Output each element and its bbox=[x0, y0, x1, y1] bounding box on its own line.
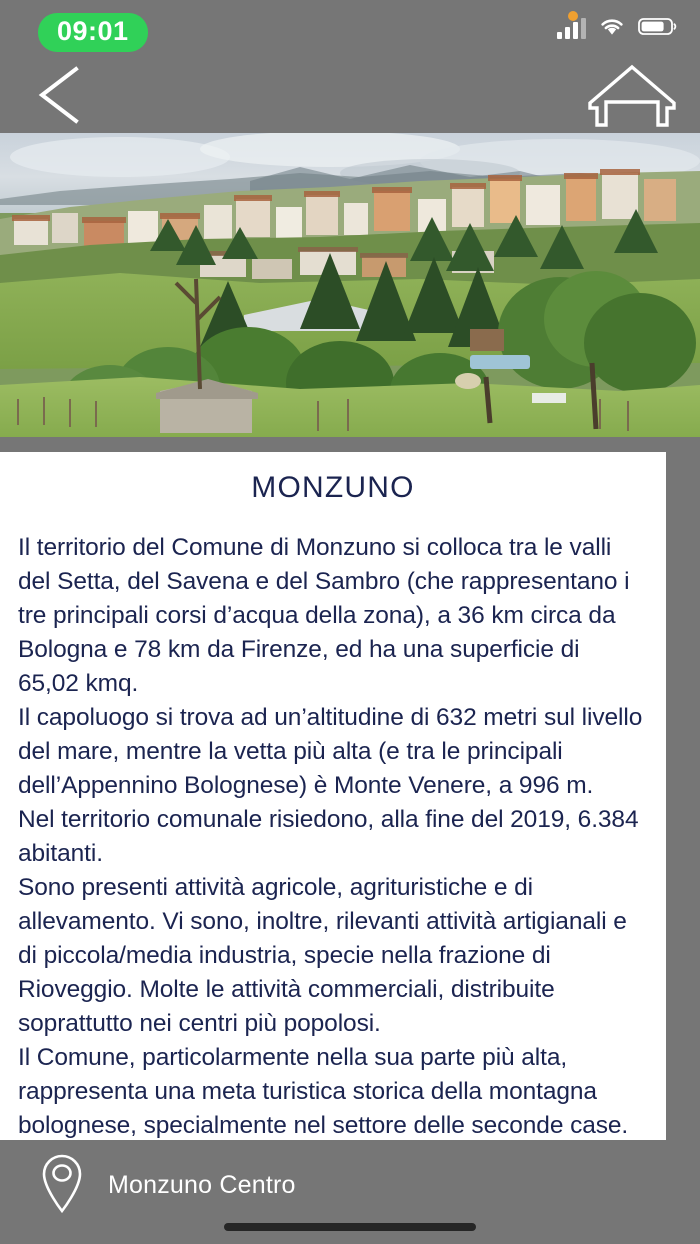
paragraph: Il Comune, particolarmente nella sua parte più alta, rappresenta una meta turistica storica della montagna bolognese, specialmente nel settore delle seconde case. bbox=[18, 1044, 629, 1139]
status-bar bbox=[0, 0, 700, 56]
content-panel[interactable] bbox=[0, 452, 666, 1140]
status-bar-time: 09:01 bbox=[38, 13, 148, 52]
paragraph: Nel territorio comunale risiedono, alla fine del 2019, 6.384 abitanti. bbox=[18, 806, 639, 867]
wifi-icon bbox=[598, 16, 626, 42]
monzuno-panorama-image bbox=[0, 133, 700, 437]
map-pin-icon bbox=[38, 1152, 86, 1219]
hero-photo bbox=[0, 133, 700, 437]
back-button[interactable] bbox=[32, 64, 88, 126]
page-title: MONZUNO bbox=[251, 471, 415, 504]
description-text bbox=[0, 505, 666, 1140]
paragraph: Il territorio del Comune di Monzuno si colloca tra le valli del Setta, del Savena e del Sambro (che rappresentano i tre principali corsi d’acqua della zona), a 36 km circa da Bologna e 78 km da Firenze, ed ha una superficie di 65,02 kmq. bbox=[18, 534, 630, 697]
chevron-left-icon bbox=[32, 64, 88, 126]
cellular-signal-icon bbox=[557, 19, 586, 39]
status-bar-indicators bbox=[557, 14, 678, 44]
location-button[interactable] bbox=[38, 1152, 296, 1219]
home-icon bbox=[584, 62, 680, 128]
navigation-bar bbox=[0, 56, 700, 133]
location-label: Monzuno Centro bbox=[108, 1171, 296, 1199]
home-button[interactable] bbox=[584, 62, 680, 128]
paragraph: Il capoluogo si trova ad un’altitudine di 632 metri sul livello del mare, mentre la vetta più alta (e tra le principali dell’Appennino Bolognese) è Monte Venere, a 996 m. bbox=[18, 704, 643, 799]
paragraph: Sono presenti attività agricole, agrituristiche e di allevamento. Vi sono, inoltre, rilevanti attività artigianali e di piccola/media industria, specie nella frazione di Rioveggio. Molte le attività commerciali, distribuite soprattutto nei centri più popolosi. bbox=[18, 874, 627, 1037]
home-indicator[interactable] bbox=[224, 1223, 476, 1231]
bottom-bar bbox=[0, 1140, 700, 1244]
battery-icon bbox=[638, 16, 678, 42]
